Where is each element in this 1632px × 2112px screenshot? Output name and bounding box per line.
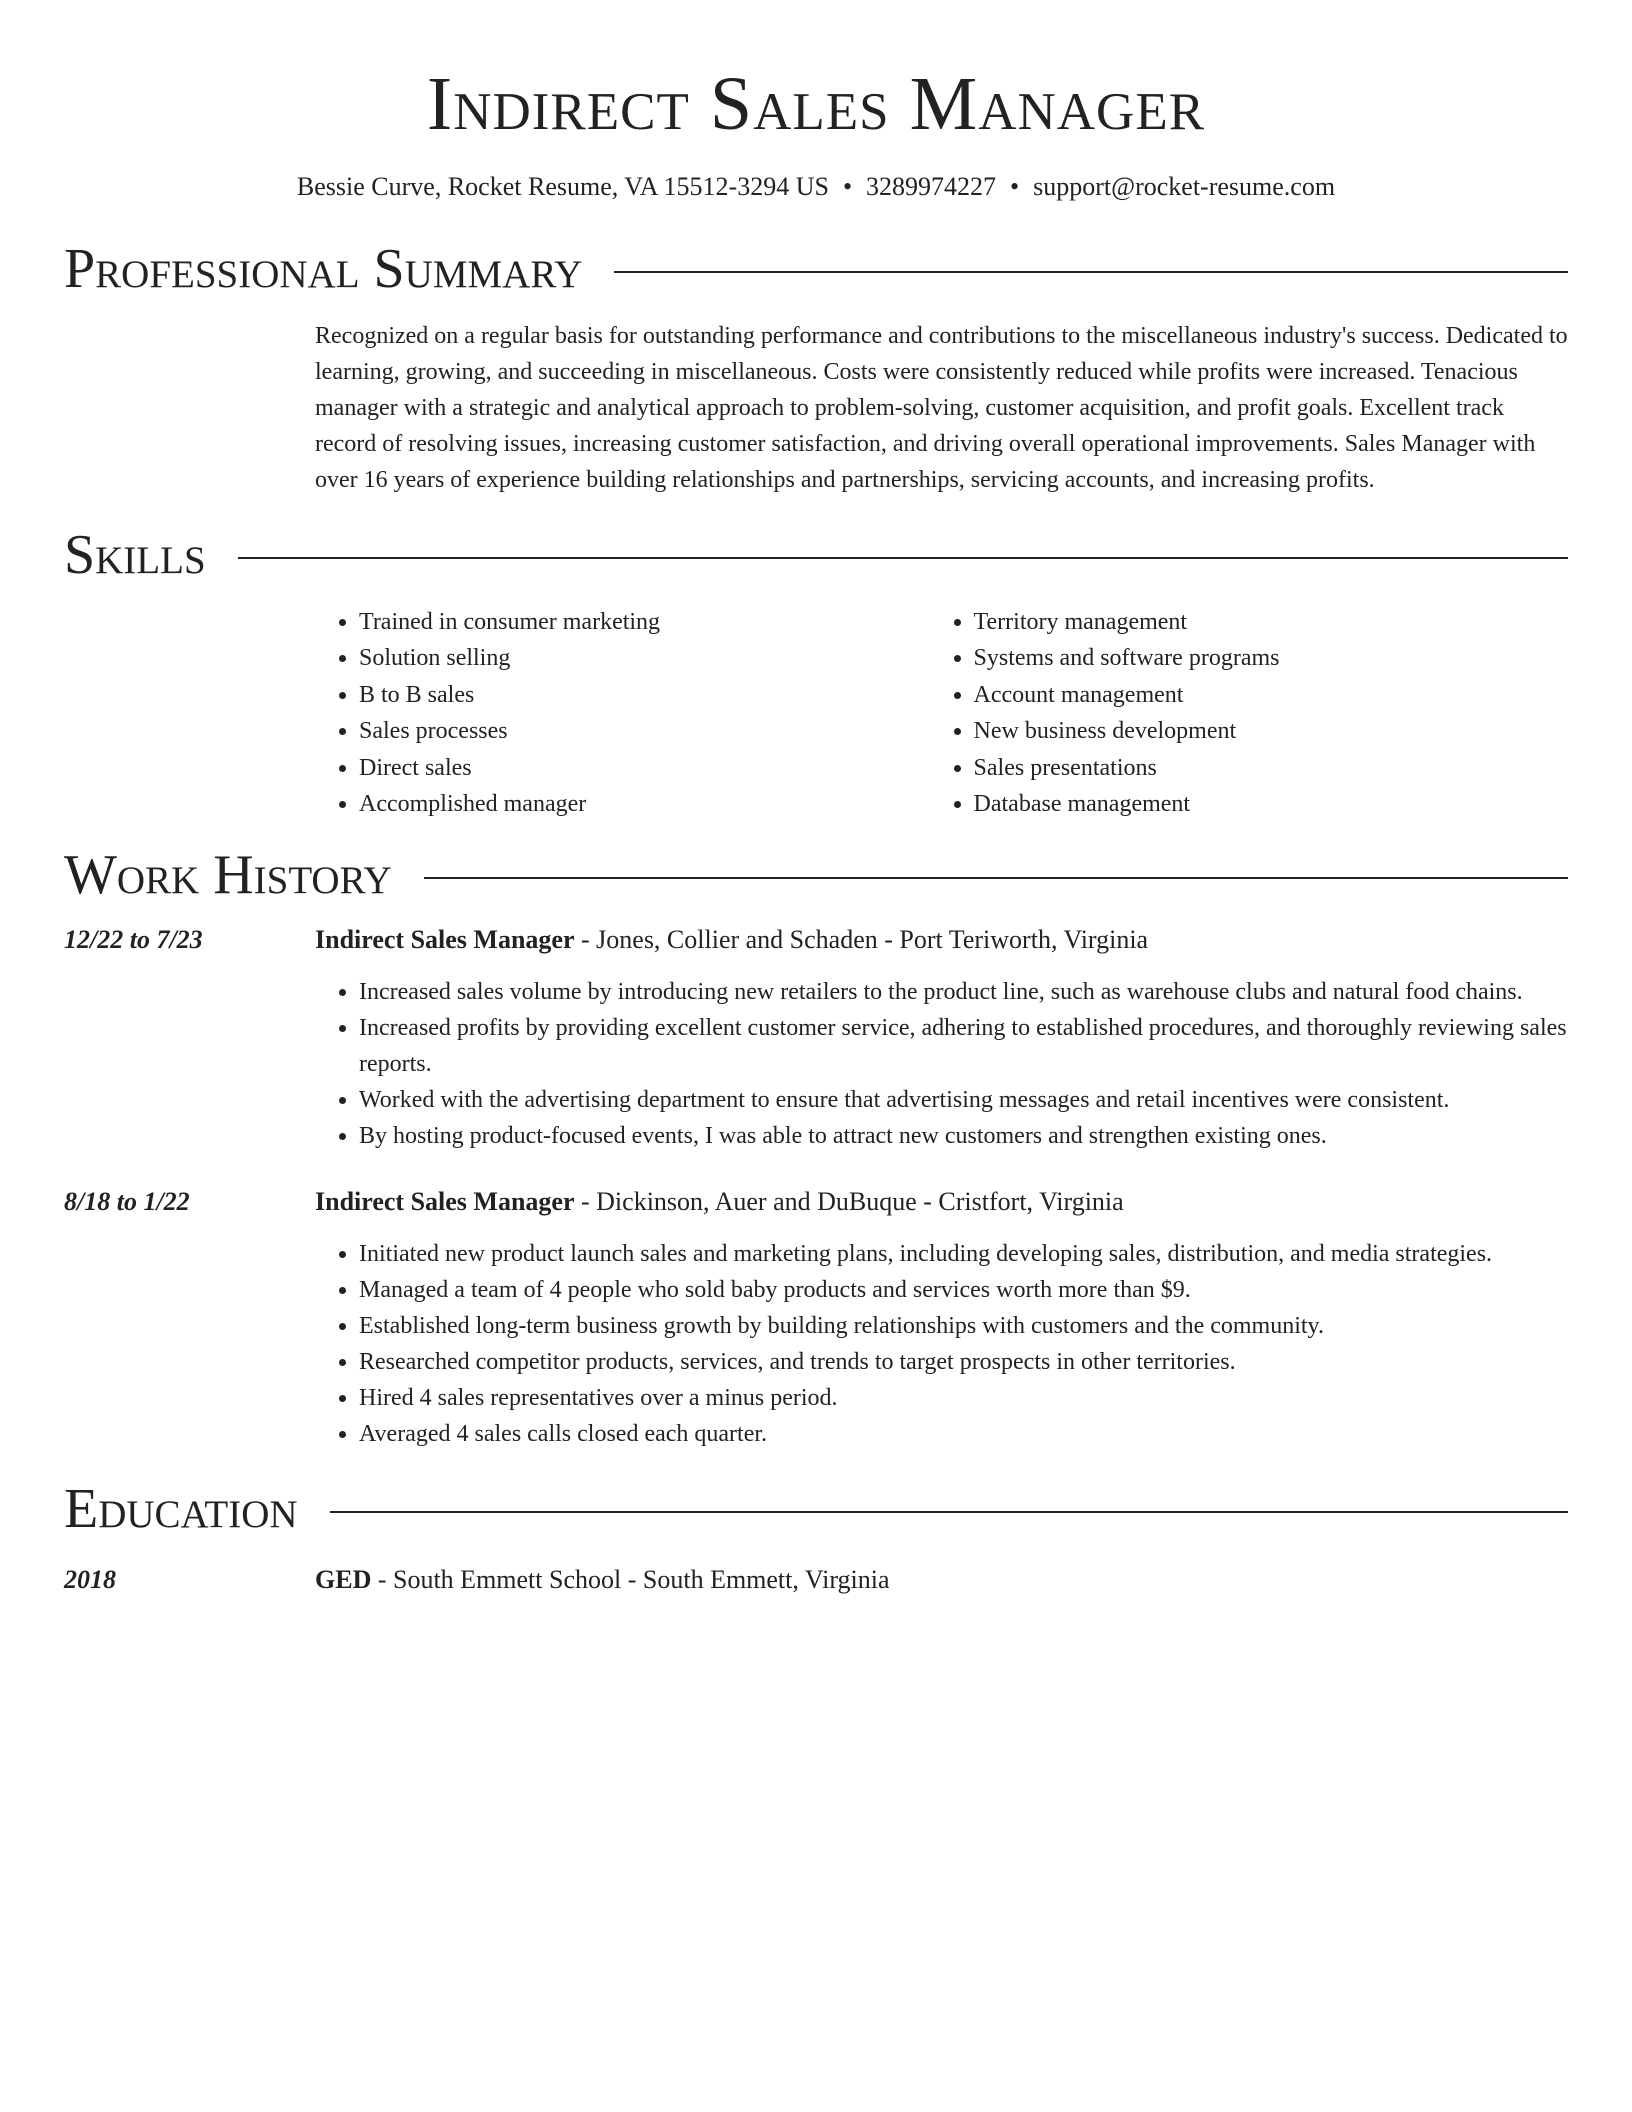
skill-item: • Direct sales xyxy=(359,750,930,786)
job-dates: 12/22 to 7/23 xyxy=(64,925,203,955)
education-degree: GED xyxy=(315,1565,372,1595)
job-details: - Dickinson, Auer and DuBuque - Cristfort, Virginia xyxy=(574,1187,1124,1217)
contact-separator: • xyxy=(1010,172,1020,201)
job-dates: 8/18 to 1/22 xyxy=(64,1187,190,1217)
job-bullet: • Increased sales volume by introducing new retailers to the product line, such as warehouse clubs and natural food chains. xyxy=(359,974,1568,1010)
job-bullet: • By hosting product-focused events, I was able to attract new customers and strengthen existing ones. xyxy=(359,1118,1568,1154)
contact-line xyxy=(64,170,1568,204)
work-heading: Work History xyxy=(64,844,392,907)
skills-section-header xyxy=(64,520,1568,590)
job-bullet: • Established long-term business growth by building relationships with customers and the community. xyxy=(359,1308,1568,1344)
skills-heading: Skills xyxy=(64,524,206,586)
skills-column-right xyxy=(930,604,1568,822)
contact-address: Bessie Curve, Rocket Resume, VA 15512-3294 US xyxy=(296,172,829,201)
job-bullet: • Managed a team of 4 people who sold baby products and services worth more than $9. xyxy=(359,1272,1568,1308)
job-heading xyxy=(315,1184,1568,1220)
section-divider xyxy=(330,1511,1568,1513)
education-heading: Education xyxy=(64,1478,298,1541)
resume-page xyxy=(64,0,1568,1598)
skill-item: • B to B sales xyxy=(359,677,930,713)
education-heading-line xyxy=(315,1562,1568,1598)
job-bullet: • Researched competitor products, services, and trends to target prospects in other territories. xyxy=(359,1344,1568,1380)
job-entry xyxy=(64,922,1568,1154)
education-entry xyxy=(64,1562,1568,1598)
summary-heading: Professional Summary xyxy=(64,238,583,300)
summary-text: Recognized on a regular basis for outstanding performance and contributions to the miscellaneous industry's success. Dedicated to learning, growing, and succeeding in miscellaneous. Costs were consistently reduced while profits were increased. Tenacious manager with a strategic and analytical approach to problem-solving, customer acquisition, and profit goals. Excellent track record of resolving issues, increasing customer satisfaction, and driving overall operational improvements. Sales Manager with over 16 years of experience building relationships and partnerships, servicing accounts, and increasing profits. xyxy=(315,323,1568,493)
skill-item: • Trained in consumer marketing xyxy=(359,604,930,640)
education-details: - South Emmett School - South Emmett, Virginia xyxy=(371,1565,890,1595)
job-title: Indirect Sales Manager xyxy=(315,925,575,955)
section-divider xyxy=(424,877,1568,879)
job-bullet: • Initiated new product launch sales and marketing plans, including developing sales, distribution, and media strategies. xyxy=(359,1236,1568,1272)
summary-section-header xyxy=(64,234,1568,304)
work-section-header xyxy=(64,840,1568,910)
job-body xyxy=(315,1184,1568,1452)
job-body xyxy=(315,922,1568,1154)
job-bullet: • Worked with the advertising department to ensure that advertising messages and retail incentives were consistent. xyxy=(359,1082,1568,1118)
job-details: - Jones, Collier and Schaden - Port Teriworth, Virginia xyxy=(574,925,1149,955)
skills-column-left xyxy=(315,604,930,822)
job-bullets xyxy=(315,974,1568,1154)
skill-item: • Solution selling xyxy=(359,640,930,676)
job-entry xyxy=(64,1184,1568,1452)
skills-list xyxy=(315,604,1568,822)
section-divider xyxy=(614,271,1568,273)
job-bullets xyxy=(315,1236,1568,1452)
skill-item: • Sales processes xyxy=(359,713,930,749)
resume-title: Indirect Sales Manager xyxy=(426,62,1206,146)
skill-item: • Database management xyxy=(974,786,1568,822)
education-section-header xyxy=(64,1474,1568,1544)
skill-item: • New business development xyxy=(974,713,1568,749)
job-bullet: • Increased profits by providing excellent customer service, adhering to established procedures, and thoroughly reviewing sales reports. xyxy=(359,1010,1568,1082)
job-title: Indirect Sales Manager xyxy=(315,1187,575,1217)
skill-item: • Systems and software programs xyxy=(974,640,1568,676)
contact-email: support@rocket-resume.com xyxy=(1033,172,1336,201)
education-year: 2018 xyxy=(64,1565,116,1595)
skill-item: • Accomplished manager xyxy=(359,786,930,822)
skill-item: • Account management xyxy=(974,677,1568,713)
skill-item: • Territory management xyxy=(974,604,1568,640)
contact-phone: 3289974227 xyxy=(866,172,997,201)
job-bullet: • Averaged 4 sales calls closed each quarter. xyxy=(359,1416,1568,1452)
job-heading xyxy=(315,922,1568,958)
section-divider xyxy=(238,557,1568,559)
job-bullet: • Hired 4 sales representatives over a minus period. xyxy=(359,1380,1568,1416)
contact-separator: • xyxy=(842,172,853,201)
education-body xyxy=(315,1562,1568,1598)
skill-item: • Sales presentations xyxy=(974,750,1568,786)
